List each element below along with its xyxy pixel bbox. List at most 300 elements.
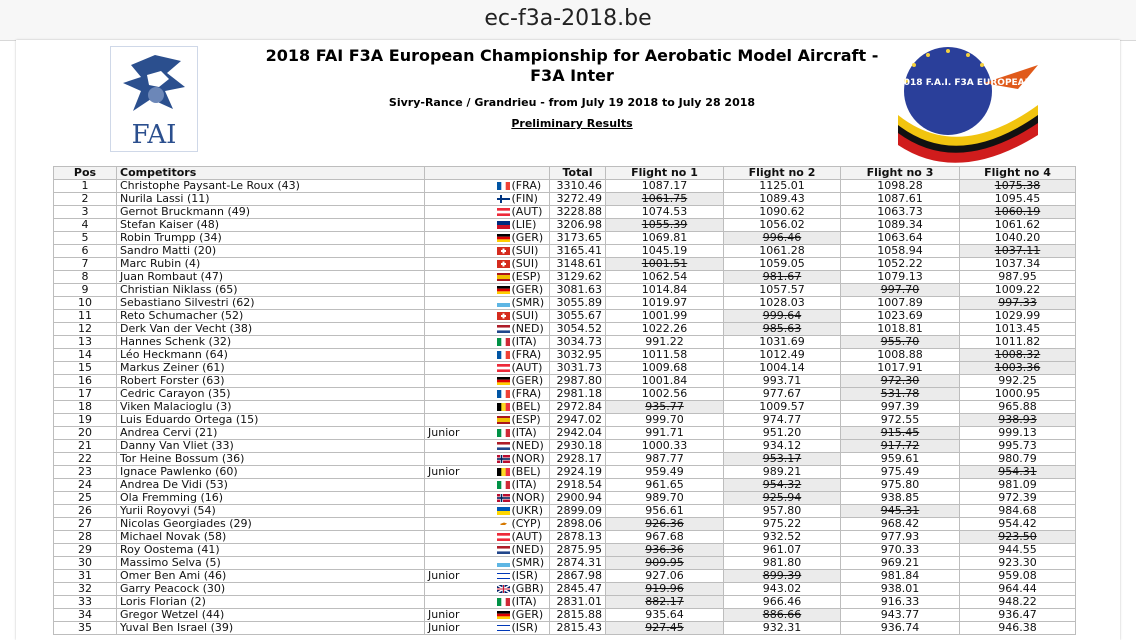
category-cell <box>425 206 494 219</box>
total-score: 2947.02 <box>550 414 606 427</box>
flight-4-score: 1008.32 <box>960 349 1076 362</box>
flight-2-score: 1090.62 <box>724 206 841 219</box>
fra-flag-icon <box>497 182 510 190</box>
position-cell: 20 <box>54 427 117 440</box>
event-logo <box>888 45 1115 151</box>
position-cell: 27 <box>54 518 117 531</box>
lie-flag-icon <box>497 221 510 229</box>
flight-1-score: 935.77 <box>606 401 724 414</box>
table-row <box>54 388 1076 401</box>
total-score: 3129.62 <box>550 271 606 284</box>
flight-3-score: 1017.91 <box>841 362 960 375</box>
flight-1-score: 1022.26 <box>606 323 724 336</box>
total-score: 2987.80 <box>550 375 606 388</box>
flight-3-score: 1063.73 <box>841 206 960 219</box>
flight-2-score: 934.12 <box>724 440 841 453</box>
competitor-name: Gernot Bruckmann (49) <box>117 206 425 219</box>
competitor-name: Gregor Wetzel (44) <box>117 609 425 622</box>
category-cell: Junior <box>425 427 494 440</box>
flight-1-score: 999.70 <box>606 414 724 427</box>
flight-3-score: 1063.64 <box>841 232 960 245</box>
nation-cell <box>494 492 550 505</box>
nation-code: (NED) <box>511 543 544 556</box>
total-score: 2874.31 <box>550 557 606 570</box>
position-cell: 4 <box>54 219 117 232</box>
table-row <box>54 284 1076 297</box>
table-row <box>54 492 1076 505</box>
table-row <box>54 596 1076 609</box>
col-header-nation <box>494 167 550 180</box>
fra-flag-icon <box>497 351 510 359</box>
category-cell: Junior <box>425 609 494 622</box>
nation-code: (UKR) <box>511 504 543 517</box>
total-score: 3272.49 <box>550 193 606 206</box>
flight-3-score: 1052.22 <box>841 258 960 271</box>
total-score: 2845.47 <box>550 583 606 596</box>
flight-2-score: 1056.02 <box>724 219 841 232</box>
nation-code: (FIN) <box>511 192 538 205</box>
flight-1-score: 1000.33 <box>606 440 724 453</box>
flight-4-score: 923.30 <box>960 557 1076 570</box>
col-header-flight-1: Flight no 1 <box>606 167 724 180</box>
nation-code: (ISR) <box>511 569 538 582</box>
competitor-name: Nurila Lassi (11) <box>117 193 425 206</box>
flight-1-score: 1074.53 <box>606 206 724 219</box>
table-row <box>54 362 1076 375</box>
flight-3-score: 915.45 <box>841 427 960 440</box>
position-cell: 21 <box>54 440 117 453</box>
flight-2-score: 1028.03 <box>724 297 841 310</box>
position-cell: 9 <box>54 284 117 297</box>
nation-code: (ITA) <box>511 426 537 439</box>
cyp-flag-icon <box>497 520 510 528</box>
event-logo-text: 2018 F.A.I. F3A EUROPEAN CHAMPIONSHIP <box>897 78 1115 88</box>
isr-flag-icon <box>497 572 510 580</box>
table-row <box>54 570 1076 583</box>
flight-1-score: 1009.68 <box>606 362 724 375</box>
competitor-name: Sebastiano Silvestri (62) <box>117 297 425 310</box>
flight-1-score: 987.77 <box>606 453 724 466</box>
category-cell <box>425 193 494 206</box>
position-cell: 2 <box>54 193 117 206</box>
competitor-name: Viken Malacioglu (3) <box>117 401 425 414</box>
nation-code: (ESP) <box>511 270 541 283</box>
sui-flag-icon <box>497 312 510 320</box>
position-cell: 5 <box>54 232 117 245</box>
flight-1-score: 1087.17 <box>606 180 724 193</box>
flight-3-score: 938.01 <box>841 583 960 596</box>
category-cell <box>425 284 494 297</box>
nation-cell <box>494 401 550 414</box>
flight-1-score: 1001.99 <box>606 310 724 323</box>
total-score: 3081.63 <box>550 284 606 297</box>
position-cell: 22 <box>54 453 117 466</box>
position-cell: 31 <box>54 570 117 583</box>
flight-4-score: 1095.45 <box>960 193 1076 206</box>
ita-flag-icon <box>497 338 510 346</box>
aut-flag-icon <box>497 364 510 372</box>
nation-cell <box>494 596 550 609</box>
table-row <box>54 271 1076 284</box>
nation-cell <box>494 388 550 401</box>
competitor-name: Tor Heine Bossum (36) <box>117 453 425 466</box>
competitor-name: Yuval Ben Israel (39) <box>117 622 425 635</box>
flight-1-score: 909.95 <box>606 557 724 570</box>
competitor-name: Derk Van der Vecht (38) <box>117 323 425 336</box>
flight-1-score: 1011.58 <box>606 349 724 362</box>
ita-flag-icon <box>497 429 510 437</box>
esp-flag-icon <box>497 416 510 424</box>
flight-4-score: 984.68 <box>960 505 1076 518</box>
flight-4-score: 981.09 <box>960 479 1076 492</box>
nation-cell <box>494 479 550 492</box>
competitor-name: Stefan Kaiser (48) <box>117 219 425 232</box>
flight-1-score: 1045.19 <box>606 245 724 258</box>
position-cell: 29 <box>54 544 117 557</box>
flight-2-score: 954.32 <box>724 479 841 492</box>
flight-2-score: 957.80 <box>724 505 841 518</box>
nation-cell <box>494 232 550 245</box>
flight-3-score: 975.49 <box>841 466 960 479</box>
table-row <box>54 232 1076 245</box>
sui-flag-icon <box>497 260 510 268</box>
col-header-pos: Pos <box>54 167 117 180</box>
flight-3-score: 1098.28 <box>841 180 960 193</box>
flight-4-score: 1009.22 <box>960 284 1076 297</box>
category-cell <box>425 440 494 453</box>
position-cell: 11 <box>54 310 117 323</box>
competitor-name: Omer Ben Ami (46) <box>117 570 425 583</box>
position-cell: 35 <box>54 622 117 635</box>
table-row <box>54 297 1076 310</box>
nation-code: (ESP) <box>511 413 541 426</box>
flight-4-score: 938.93 <box>960 414 1076 427</box>
flight-4-score: 936.47 <box>960 609 1076 622</box>
flight-1-score: 1002.56 <box>606 388 724 401</box>
competitor-name: Massimo Selva (5) <box>117 557 425 570</box>
position-cell: 13 <box>54 336 117 349</box>
nation-code: (AUT) <box>511 361 543 374</box>
total-score: 3055.89 <box>550 297 606 310</box>
flight-3-score: 975.80 <box>841 479 960 492</box>
nation-cell <box>494 609 550 622</box>
col-header-flight-3: Flight no 3 <box>841 167 960 180</box>
nation-cell <box>494 310 550 323</box>
total-score: 3031.73 <box>550 362 606 375</box>
nation-code: (GER) <box>511 374 544 387</box>
category-cell: Junior <box>425 466 494 479</box>
position-cell: 8 <box>54 271 117 284</box>
preliminary-results-link[interactable]: Preliminary Results <box>511 117 633 130</box>
flight-3-score: 972.30 <box>841 375 960 388</box>
nation-code: (SUI) <box>511 244 539 257</box>
nation-cell <box>494 323 550 336</box>
smr-flag-icon <box>497 559 510 567</box>
competitor-name: Danny Van Vliet (33) <box>117 440 425 453</box>
total-score: 2878.13 <box>550 531 606 544</box>
nor-flag-icon <box>497 455 510 463</box>
flight-1-score: 926.36 <box>606 518 724 531</box>
nation-cell <box>494 544 550 557</box>
table-row <box>54 531 1076 544</box>
ita-flag-icon <box>497 598 510 606</box>
category-cell <box>425 518 494 531</box>
flight-4-score: 944.55 <box>960 544 1076 557</box>
flight-1-score: 961.65 <box>606 479 724 492</box>
nation-code: (CYP) <box>511 517 541 530</box>
competitor-name: Sandro Matti (20) <box>117 245 425 258</box>
flight-4-score: 1013.45 <box>960 323 1076 336</box>
event-subtitle: Sivry-Rance / Grandrieu - from July 19 2018 to July 28 2018 <box>388 96 756 109</box>
category-cell <box>425 492 494 505</box>
nation-cell <box>494 362 550 375</box>
category-cell <box>425 388 494 401</box>
nation-cell <box>494 219 550 232</box>
flight-4-score: 948.22 <box>960 596 1076 609</box>
position-cell: 10 <box>54 297 117 310</box>
nation-code: (SMR) <box>511 556 545 569</box>
nation-cell <box>494 258 550 271</box>
flight-2-score: 1031.69 <box>724 336 841 349</box>
nation-cell <box>494 284 550 297</box>
total-score: 2924.19 <box>550 466 606 479</box>
flight-4-score: 1000.95 <box>960 388 1076 401</box>
total-score: 2930.18 <box>550 440 606 453</box>
flight-4-score: 964.44 <box>960 583 1076 596</box>
flight-2-score: 1057.57 <box>724 284 841 297</box>
flight-2-score: 1059.05 <box>724 258 841 271</box>
total-score: 3310.46 <box>550 180 606 193</box>
ukr-flag-icon <box>497 507 510 515</box>
nation-code: (BEL) <box>511 465 541 478</box>
competitor-name: Léo Heckmann (64) <box>117 349 425 362</box>
flight-3-score: 981.84 <box>841 570 960 583</box>
total-score: 3148.61 <box>550 258 606 271</box>
flight-3-score: 1079.13 <box>841 271 960 284</box>
nation-code: (ITA) <box>511 335 537 348</box>
flight-1-score: 936.36 <box>606 544 724 557</box>
flight-1-score: 1001.84 <box>606 375 724 388</box>
flight-4-score: 954.31 <box>960 466 1076 479</box>
nation-code: (ISR) <box>511 621 538 634</box>
competitor-name: Cedric Carayon (35) <box>117 388 425 401</box>
category-cell <box>425 375 494 388</box>
nation-code: (GER) <box>511 608 544 621</box>
nation-cell <box>494 375 550 388</box>
ned-flag-icon <box>497 442 510 450</box>
nation-cell <box>494 193 550 206</box>
results-body <box>54 180 1076 635</box>
flight-2-score: 1004.14 <box>724 362 841 375</box>
position-cell: 25 <box>54 492 117 505</box>
position-cell: 3 <box>54 206 117 219</box>
flight-4-score: 987.95 <box>960 271 1076 284</box>
nation-cell <box>494 245 550 258</box>
aut-flag-icon <box>497 208 510 216</box>
category-cell <box>425 557 494 570</box>
nor-flag-icon <box>497 494 510 502</box>
table-row <box>54 479 1076 492</box>
flight-4-score: 999.13 <box>960 427 1076 440</box>
flight-4-score: 972.39 <box>960 492 1076 505</box>
category-cell <box>425 232 494 245</box>
flight-2-score: 1125.01 <box>724 180 841 193</box>
flight-2-score: 932.52 <box>724 531 841 544</box>
competitor-name: Nicolas Georgiades (29) <box>117 518 425 531</box>
total-score: 2942.04 <box>550 427 606 440</box>
category-cell <box>425 258 494 271</box>
page-title-line1: 2018 FAI F3A European Championship for Aerobatic Model Aircraft - <box>265 46 879 65</box>
flight-2-score: 993.71 <box>724 375 841 388</box>
page-title-line2: F3A Inter <box>530 66 614 85</box>
nation-code: (AUT) <box>511 205 543 218</box>
flight-1-score: 991.71 <box>606 427 724 440</box>
competitor-name: Robin Trumpp (34) <box>117 232 425 245</box>
flight-2-score: 999.64 <box>724 310 841 323</box>
flight-2-score: 974.77 <box>724 414 841 427</box>
table-row <box>54 206 1076 219</box>
category-cell <box>425 505 494 518</box>
flight-3-score: 1007.89 <box>841 297 960 310</box>
position-cell: 34 <box>54 609 117 622</box>
competitor-name: Christophe Paysant-Le Roux (43) <box>117 180 425 193</box>
flight-3-score: 955.70 <box>841 336 960 349</box>
table-row <box>54 323 1076 336</box>
url-text[interactable]: ec-f3a-2018.be <box>484 6 652 31</box>
flight-3-score: 1018.81 <box>841 323 960 336</box>
ger-flag-icon <box>497 234 510 242</box>
category-cell <box>425 219 494 232</box>
position-cell: 18 <box>54 401 117 414</box>
position-cell: 30 <box>54 557 117 570</box>
nation-cell <box>494 206 550 219</box>
flight-3-score: 972.55 <box>841 414 960 427</box>
position-cell: 23 <box>54 466 117 479</box>
fai-logo <box>110 46 198 152</box>
flight-4-score: 992.25 <box>960 375 1076 388</box>
col-header-category <box>425 167 494 180</box>
ned-flag-icon <box>497 546 510 554</box>
position-cell: 15 <box>54 362 117 375</box>
esp-flag-icon <box>497 273 510 281</box>
flight-3-score: 1058.94 <box>841 245 960 258</box>
competitor-name: Luis Eduardo Ortega (15) <box>117 414 425 427</box>
flight-4-score: 1037.11 <box>960 245 1076 258</box>
bel-flag-icon <box>497 403 510 411</box>
nation-code: (SMR) <box>511 296 545 309</box>
nation-cell <box>494 440 550 453</box>
isr-flag-icon <box>497 624 510 632</box>
flight-3-score: 970.33 <box>841 544 960 557</box>
browser-address-bar[interactable] <box>0 0 1136 41</box>
competitor-name: Andrea Cervi (21) <box>117 427 425 440</box>
table-row <box>54 583 1076 596</box>
total-score: 2900.94 <box>550 492 606 505</box>
nation-code: (FRA) <box>511 348 542 361</box>
flight-4-score: 1075.38 <box>960 180 1076 193</box>
category-cell <box>425 362 494 375</box>
total-score: 2831.01 <box>550 596 606 609</box>
position-cell: 12 <box>54 323 117 336</box>
category-cell <box>425 310 494 323</box>
competitor-name: Ola Fremming (16) <box>117 492 425 505</box>
flight-4-score: 954.42 <box>960 518 1076 531</box>
flight-3-score: 997.70 <box>841 284 960 297</box>
competitor-name: Marc Rubin (4) <box>117 258 425 271</box>
total-score: 2867.98 <box>550 570 606 583</box>
category-cell <box>425 596 494 609</box>
table-row <box>54 544 1076 557</box>
sui-flag-icon <box>497 247 510 255</box>
flight-1-score: 1019.97 <box>606 297 724 310</box>
flight-2-score: 899.39 <box>724 570 841 583</box>
flight-2-score: 1061.28 <box>724 245 841 258</box>
col-header-total: Total <box>550 167 606 180</box>
category-cell <box>425 453 494 466</box>
total-score: 2899.09 <box>550 505 606 518</box>
flight-2-score: 961.07 <box>724 544 841 557</box>
competitor-name: Ignace Pawlenko (60) <box>117 466 425 479</box>
flight-1-score: 1055.39 <box>606 219 724 232</box>
flight-1-score: 927.06 <box>606 570 724 583</box>
total-score: 2875.95 <box>550 544 606 557</box>
competitor-name: Michael Novak (58) <box>117 531 425 544</box>
nation-code: (FRA) <box>511 179 542 192</box>
category-cell <box>425 531 494 544</box>
table-row <box>54 622 1076 635</box>
nation-code: (ITA) <box>511 595 537 608</box>
flight-3-score: 1087.61 <box>841 193 960 206</box>
flight-1-score: 1001.51 <box>606 258 724 271</box>
category-cell <box>425 245 494 258</box>
flight-2-score: 981.80 <box>724 557 841 570</box>
flight-3-score: 916.33 <box>841 596 960 609</box>
flight-1-score: 1014.84 <box>606 284 724 297</box>
table-row <box>54 375 1076 388</box>
competitor-name: Garry Peacock (30) <box>117 583 425 596</box>
category-cell: Junior <box>425 622 494 635</box>
table-row <box>54 401 1076 414</box>
flight-2-score: 943.02 <box>724 583 841 596</box>
flight-1-score: 967.68 <box>606 531 724 544</box>
table-row <box>54 440 1076 453</box>
flight-3-score: 945.31 <box>841 505 960 518</box>
nation-cell <box>494 622 550 635</box>
flight-4-score: 1037.34 <box>960 258 1076 271</box>
flight-4-score: 995.73 <box>960 440 1076 453</box>
flight-2-score: 1012.49 <box>724 349 841 362</box>
competitor-name: Robert Forster (63) <box>117 375 425 388</box>
flight-2-score: 989.21 <box>724 466 841 479</box>
position-cell: 1 <box>54 180 117 193</box>
nation-code: (NED) <box>511 439 544 452</box>
table-row <box>54 414 1076 427</box>
competitor-name: Christian Niklass (65) <box>117 284 425 297</box>
flight-3-score: 917.72 <box>841 440 960 453</box>
smr-flag-icon <box>497 299 510 307</box>
position-cell: 17 <box>54 388 117 401</box>
flight-1-score: 989.70 <box>606 492 724 505</box>
flight-1-score: 956.61 <box>606 505 724 518</box>
total-score: 3228.88 <box>550 206 606 219</box>
nation-cell <box>494 336 550 349</box>
flight-1-score: 959.49 <box>606 466 724 479</box>
nation-cell <box>494 414 550 427</box>
nation-cell <box>494 271 550 284</box>
nation-cell <box>494 349 550 362</box>
competitor-name: Andrea De Vidi (53) <box>117 479 425 492</box>
competitor-name: Hannes Schenk (32) <box>117 336 425 349</box>
